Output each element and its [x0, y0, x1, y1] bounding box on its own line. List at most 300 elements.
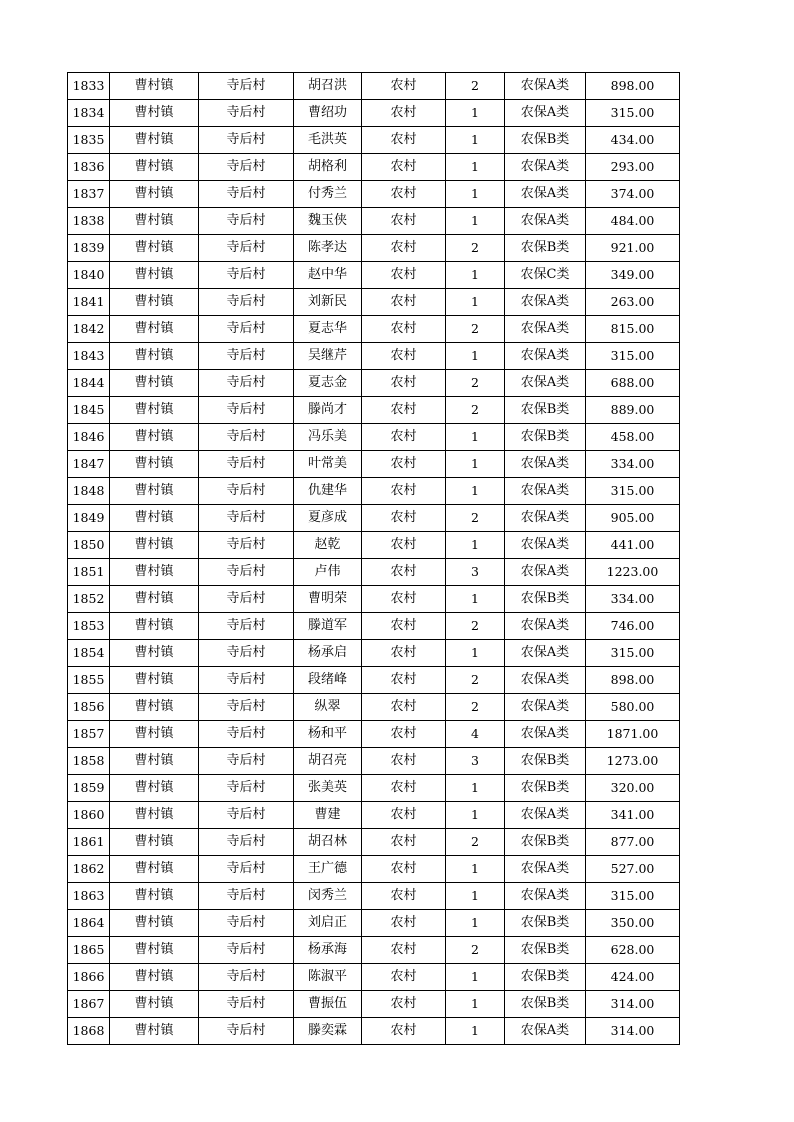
cell-amount: 628.00 [586, 937, 680, 964]
cell-amount: 315.00 [586, 478, 680, 505]
cell-family-size: 1 [446, 640, 505, 667]
cell-household-type: 农村 [362, 127, 446, 154]
cell-town: 曹村镇 [110, 235, 199, 262]
cell-name: 曹绍功 [294, 100, 362, 127]
cell-household-type: 农村 [362, 451, 446, 478]
cell-family-size: 1 [446, 802, 505, 829]
table-row [68, 532, 680, 559]
cell-category: 农保A类 [505, 1018, 586, 1045]
cell-town: 曹村镇 [110, 370, 199, 397]
cell-town: 曹村镇 [110, 748, 199, 775]
cell-name: 段绪峰 [294, 667, 362, 694]
cell-town: 曹村镇 [110, 640, 199, 667]
cell-name: 付秀兰 [294, 181, 362, 208]
cell-amount: 334.00 [586, 586, 680, 613]
cell-family-size: 4 [446, 721, 505, 748]
cell-village: 寺后村 [199, 586, 294, 613]
cell-household-type: 农村 [362, 856, 446, 883]
cell-seq-no: 1833 [68, 73, 110, 100]
cell-name: 滕道军 [294, 613, 362, 640]
cell-village: 寺后村 [199, 910, 294, 937]
cell-seq-no: 1857 [68, 721, 110, 748]
cell-town: 曹村镇 [110, 316, 199, 343]
table-row [68, 505, 680, 532]
cell-household-type: 农村 [362, 829, 446, 856]
cell-name: 滕奕霖 [294, 1018, 362, 1045]
cell-category: 农保B类 [505, 127, 586, 154]
cell-seq-no: 1867 [68, 991, 110, 1018]
table-row [68, 748, 680, 775]
cell-category: 农保A类 [505, 478, 586, 505]
cell-seq-no: 1854 [68, 640, 110, 667]
cell-family-size: 3 [446, 559, 505, 586]
table-row [68, 208, 680, 235]
table-row [68, 424, 680, 451]
cell-household-type: 农村 [362, 910, 446, 937]
cell-category: 农保B类 [505, 829, 586, 856]
cell-amount: 350.00 [586, 910, 680, 937]
cell-family-size: 2 [446, 937, 505, 964]
cell-household-type: 农村 [362, 100, 446, 127]
table-row [68, 370, 680, 397]
cell-seq-no: 1838 [68, 208, 110, 235]
cell-name: 刘启正 [294, 910, 362, 937]
cell-family-size: 1 [446, 586, 505, 613]
cell-amount: 314.00 [586, 991, 680, 1018]
cell-amount: 424.00 [586, 964, 680, 991]
cell-name: 胡召洪 [294, 73, 362, 100]
cell-household-type: 农村 [362, 748, 446, 775]
cell-amount: 441.00 [586, 532, 680, 559]
cell-village: 寺后村 [199, 613, 294, 640]
cell-category: 农保A类 [505, 451, 586, 478]
cell-name: 仇建华 [294, 478, 362, 505]
cell-household-type: 农村 [362, 667, 446, 694]
table-row [68, 802, 680, 829]
cell-category: 农保A类 [505, 613, 586, 640]
cell-family-size: 2 [446, 694, 505, 721]
cell-town: 曹村镇 [110, 775, 199, 802]
cell-amount: 921.00 [586, 235, 680, 262]
cell-town: 曹村镇 [110, 991, 199, 1018]
cell-family-size: 1 [446, 262, 505, 289]
cell-name: 卢伟 [294, 559, 362, 586]
cell-amount: 1273.00 [586, 748, 680, 775]
cell-family-size: 1 [446, 289, 505, 316]
table-row [68, 640, 680, 667]
cell-household-type: 农村 [362, 370, 446, 397]
cell-town: 曹村镇 [110, 667, 199, 694]
cell-amount: 746.00 [586, 613, 680, 640]
cell-town: 曹村镇 [110, 613, 199, 640]
cell-household-type: 农村 [362, 424, 446, 451]
cell-seq-no: 1840 [68, 262, 110, 289]
cell-household-type: 农村 [362, 154, 446, 181]
cell-village: 寺后村 [199, 721, 294, 748]
table-row [68, 586, 680, 613]
cell-town: 曹村镇 [110, 559, 199, 586]
cell-seq-no: 1845 [68, 397, 110, 424]
cell-category: 农保A类 [505, 883, 586, 910]
table-row [68, 883, 680, 910]
cell-town: 曹村镇 [110, 856, 199, 883]
table-row [68, 181, 680, 208]
cell-household-type: 农村 [362, 343, 446, 370]
cell-family-size: 1 [446, 856, 505, 883]
cell-name: 杨承海 [294, 937, 362, 964]
cell-village: 寺后村 [199, 559, 294, 586]
cell-name: 吴继芹 [294, 343, 362, 370]
cell-household-type: 农村 [362, 883, 446, 910]
cell-village: 寺后村 [199, 802, 294, 829]
cell-town: 曹村镇 [110, 397, 199, 424]
cell-village: 寺后村 [199, 181, 294, 208]
cell-household-type: 农村 [362, 73, 446, 100]
table-row [68, 262, 680, 289]
cell-town: 曹村镇 [110, 829, 199, 856]
cell-amount: 334.00 [586, 451, 680, 478]
cell-seq-no: 1847 [68, 451, 110, 478]
cell-seq-no: 1841 [68, 289, 110, 316]
table-row [68, 127, 680, 154]
table-row [68, 316, 680, 343]
cell-amount: 315.00 [586, 343, 680, 370]
cell-seq-no: 1863 [68, 883, 110, 910]
cell-name: 夏彦成 [294, 505, 362, 532]
cell-village: 寺后村 [199, 694, 294, 721]
cell-household-type: 农村 [362, 532, 446, 559]
cell-seq-no: 1866 [68, 964, 110, 991]
cell-category: 农保C类 [505, 262, 586, 289]
cell-household-type: 农村 [362, 937, 446, 964]
cell-village: 寺后村 [199, 235, 294, 262]
cell-seq-no: 1865 [68, 937, 110, 964]
cell-family-size: 2 [446, 505, 505, 532]
cell-name: 魏玉侠 [294, 208, 362, 235]
cell-town: 曹村镇 [110, 937, 199, 964]
cell-family-size: 2 [446, 667, 505, 694]
cell-town: 曹村镇 [110, 694, 199, 721]
cell-household-type: 农村 [362, 640, 446, 667]
cell-name: 叶常美 [294, 451, 362, 478]
cell-village: 寺后村 [199, 478, 294, 505]
cell-amount: 320.00 [586, 775, 680, 802]
cell-seq-no: 1862 [68, 856, 110, 883]
cell-town: 曹村镇 [110, 532, 199, 559]
cell-category: 农保A类 [505, 208, 586, 235]
cell-amount: 314.00 [586, 1018, 680, 1045]
cell-name: 冯乐美 [294, 424, 362, 451]
cell-town: 曹村镇 [110, 1018, 199, 1045]
cell-name: 毛洪英 [294, 127, 362, 154]
cell-household-type: 农村 [362, 235, 446, 262]
table-row [68, 397, 680, 424]
cell-household-type: 农村 [362, 289, 446, 316]
cell-town: 曹村镇 [110, 262, 199, 289]
cell-category: 农保A类 [505, 802, 586, 829]
cell-name: 闵秀兰 [294, 883, 362, 910]
cell-town: 曹村镇 [110, 73, 199, 100]
cell-town: 曹村镇 [110, 181, 199, 208]
cell-household-type: 农村 [362, 775, 446, 802]
cell-name: 赵乾 [294, 532, 362, 559]
cell-household-type: 农村 [362, 208, 446, 235]
cell-seq-no: 1835 [68, 127, 110, 154]
cell-family-size: 1 [446, 181, 505, 208]
cell-seq-no: 1858 [68, 748, 110, 775]
cell-family-size: 1 [446, 991, 505, 1018]
cell-town: 曹村镇 [110, 802, 199, 829]
cell-category: 农保A类 [505, 559, 586, 586]
cell-village: 寺后村 [199, 424, 294, 451]
cell-family-size: 1 [446, 1018, 505, 1045]
cell-category: 农保A类 [505, 370, 586, 397]
cell-household-type: 农村 [362, 559, 446, 586]
cell-category: 农保B类 [505, 910, 586, 937]
cell-town: 曹村镇 [110, 721, 199, 748]
cell-amount: 1871.00 [586, 721, 680, 748]
table-row [68, 667, 680, 694]
cell-category: 农保A类 [505, 721, 586, 748]
cell-family-size: 2 [446, 613, 505, 640]
cell-town: 曹村镇 [110, 100, 199, 127]
cell-household-type: 农村 [362, 991, 446, 1018]
cell-category: 农保A类 [505, 505, 586, 532]
cell-category: 农保B类 [505, 235, 586, 262]
cell-town: 曹村镇 [110, 964, 199, 991]
cell-name: 刘新民 [294, 289, 362, 316]
cell-name: 张美英 [294, 775, 362, 802]
cell-family-size: 1 [446, 100, 505, 127]
cell-village: 寺后村 [199, 748, 294, 775]
cell-family-size: 2 [446, 397, 505, 424]
table-row [68, 100, 680, 127]
cell-town: 曹村镇 [110, 505, 199, 532]
cell-family-size: 1 [446, 451, 505, 478]
cell-name: 滕尚才 [294, 397, 362, 424]
cell-name: 纵翠 [294, 694, 362, 721]
table-row [68, 154, 680, 181]
cell-family-size: 3 [446, 748, 505, 775]
cell-household-type: 农村 [362, 586, 446, 613]
cell-seq-no: 1848 [68, 478, 110, 505]
cell-category: 农保A类 [505, 316, 586, 343]
cell-category: 农保A类 [505, 100, 586, 127]
cell-household-type: 农村 [362, 505, 446, 532]
cell-town: 曹村镇 [110, 883, 199, 910]
cell-household-type: 农村 [362, 262, 446, 289]
cell-category: 农保A类 [505, 289, 586, 316]
cell-town: 曹村镇 [110, 127, 199, 154]
cell-seq-no: 1834 [68, 100, 110, 127]
cell-seq-no: 1844 [68, 370, 110, 397]
table-body [68, 73, 680, 1045]
cell-amount: 434.00 [586, 127, 680, 154]
cell-household-type: 农村 [362, 397, 446, 424]
cell-seq-no: 1864 [68, 910, 110, 937]
cell-village: 寺后村 [199, 208, 294, 235]
cell-village: 寺后村 [199, 289, 294, 316]
cell-category: 农保B类 [505, 586, 586, 613]
cell-family-size: 1 [446, 883, 505, 910]
cell-seq-no: 1852 [68, 586, 110, 613]
cell-town: 曹村镇 [110, 154, 199, 181]
cell-household-type: 农村 [362, 316, 446, 343]
cell-family-size: 1 [446, 478, 505, 505]
cell-village: 寺后村 [199, 397, 294, 424]
cell-village: 寺后村 [199, 856, 294, 883]
table-row [68, 478, 680, 505]
cell-category: 农保A类 [505, 73, 586, 100]
cell-category: 农保A类 [505, 154, 586, 181]
cell-seq-no: 1836 [68, 154, 110, 181]
cell-village: 寺后村 [199, 451, 294, 478]
table-row [68, 559, 680, 586]
cell-household-type: 农村 [362, 478, 446, 505]
cell-family-size: 1 [446, 775, 505, 802]
table-row [68, 1018, 680, 1045]
cell-village: 寺后村 [199, 937, 294, 964]
cell-seq-no: 1855 [68, 667, 110, 694]
cell-amount: 349.00 [586, 262, 680, 289]
cell-name: 胡召林 [294, 829, 362, 856]
cell-category: 农保B类 [505, 424, 586, 451]
table-row [68, 613, 680, 640]
cell-village: 寺后村 [199, 667, 294, 694]
cell-village: 寺后村 [199, 370, 294, 397]
cell-household-type: 农村 [362, 694, 446, 721]
table-row [68, 721, 680, 748]
cell-name: 王广德 [294, 856, 362, 883]
cell-village: 寺后村 [199, 883, 294, 910]
cell-household-type: 农村 [362, 1018, 446, 1045]
table-row [68, 694, 680, 721]
cell-seq-no: 1837 [68, 181, 110, 208]
cell-family-size: 1 [446, 424, 505, 451]
cell-name: 陈孝达 [294, 235, 362, 262]
cell-seq-no: 1856 [68, 694, 110, 721]
cell-name: 杨和平 [294, 721, 362, 748]
cell-amount: 815.00 [586, 316, 680, 343]
cell-seq-no: 1842 [68, 316, 110, 343]
cell-seq-no: 1846 [68, 424, 110, 451]
cell-amount: 580.00 [586, 694, 680, 721]
cell-amount: 898.00 [586, 667, 680, 694]
table-row [68, 964, 680, 991]
table-row [68, 235, 680, 262]
cell-category: 农保A类 [505, 343, 586, 370]
cell-village: 寺后村 [199, 640, 294, 667]
cell-town: 曹村镇 [110, 451, 199, 478]
table-row [68, 343, 680, 370]
cell-amount: 905.00 [586, 505, 680, 532]
cell-category: 农保A类 [505, 694, 586, 721]
cell-family-size: 2 [446, 73, 505, 100]
cell-household-type: 农村 [362, 613, 446, 640]
cell-name: 曹建 [294, 802, 362, 829]
cell-family-size: 2 [446, 235, 505, 262]
cell-amount: 898.00 [586, 73, 680, 100]
cell-family-size: 1 [446, 343, 505, 370]
cell-family-size: 1 [446, 208, 505, 235]
cell-amount: 484.00 [586, 208, 680, 235]
cell-seq-no: 1860 [68, 802, 110, 829]
cell-category: 农保B类 [505, 748, 586, 775]
cell-village: 寺后村 [199, 73, 294, 100]
cell-name: 夏志华 [294, 316, 362, 343]
cell-amount: 688.00 [586, 370, 680, 397]
cell-village: 寺后村 [199, 964, 294, 991]
cell-village: 寺后村 [199, 154, 294, 181]
cell-name: 夏志金 [294, 370, 362, 397]
cell-amount: 315.00 [586, 883, 680, 910]
table-row [68, 991, 680, 1018]
cell-town: 曹村镇 [110, 586, 199, 613]
cell-name: 杨承启 [294, 640, 362, 667]
cell-household-type: 农村 [362, 802, 446, 829]
cell-village: 寺后村 [199, 829, 294, 856]
cell-village: 寺后村 [199, 262, 294, 289]
cell-category: 农保A类 [505, 667, 586, 694]
cell-amount: 263.00 [586, 289, 680, 316]
cell-amount: 877.00 [586, 829, 680, 856]
cell-amount: 374.00 [586, 181, 680, 208]
cell-village: 寺后村 [199, 127, 294, 154]
cell-amount: 341.00 [586, 802, 680, 829]
cell-village: 寺后村 [199, 991, 294, 1018]
document-table-container [67, 72, 679, 1045]
cell-seq-no: 1849 [68, 505, 110, 532]
cell-category: 农保A类 [505, 856, 586, 883]
cell-village: 寺后村 [199, 505, 294, 532]
cell-village: 寺后村 [199, 100, 294, 127]
cell-village: 寺后村 [199, 532, 294, 559]
cell-amount: 315.00 [586, 100, 680, 127]
cell-town: 曹村镇 [110, 343, 199, 370]
cell-seq-no: 1850 [68, 532, 110, 559]
cell-town: 曹村镇 [110, 289, 199, 316]
table-row [68, 73, 680, 100]
cell-amount: 293.00 [586, 154, 680, 181]
cell-family-size: 2 [446, 316, 505, 343]
cell-village: 寺后村 [199, 775, 294, 802]
cell-household-type: 农村 [362, 964, 446, 991]
cell-town: 曹村镇 [110, 424, 199, 451]
table-row [68, 856, 680, 883]
table-row [68, 451, 680, 478]
cell-household-type: 农村 [362, 721, 446, 748]
cell-category: 农保A类 [505, 181, 586, 208]
cell-category: 农保B类 [505, 937, 586, 964]
cell-family-size: 1 [446, 154, 505, 181]
cell-category: 农保B类 [505, 964, 586, 991]
table-row [68, 289, 680, 316]
cell-family-size: 2 [446, 370, 505, 397]
relief-roster-table [67, 72, 680, 1045]
table-row [68, 829, 680, 856]
cell-amount: 527.00 [586, 856, 680, 883]
cell-seq-no: 1839 [68, 235, 110, 262]
table-row [68, 937, 680, 964]
cell-category: 农保A类 [505, 532, 586, 559]
table-row [68, 775, 680, 802]
cell-name: 曹明荣 [294, 586, 362, 613]
table-row [68, 910, 680, 937]
cell-family-size: 2 [446, 829, 505, 856]
cell-name: 陈淑平 [294, 964, 362, 991]
cell-village: 寺后村 [199, 316, 294, 343]
cell-seq-no: 1861 [68, 829, 110, 856]
